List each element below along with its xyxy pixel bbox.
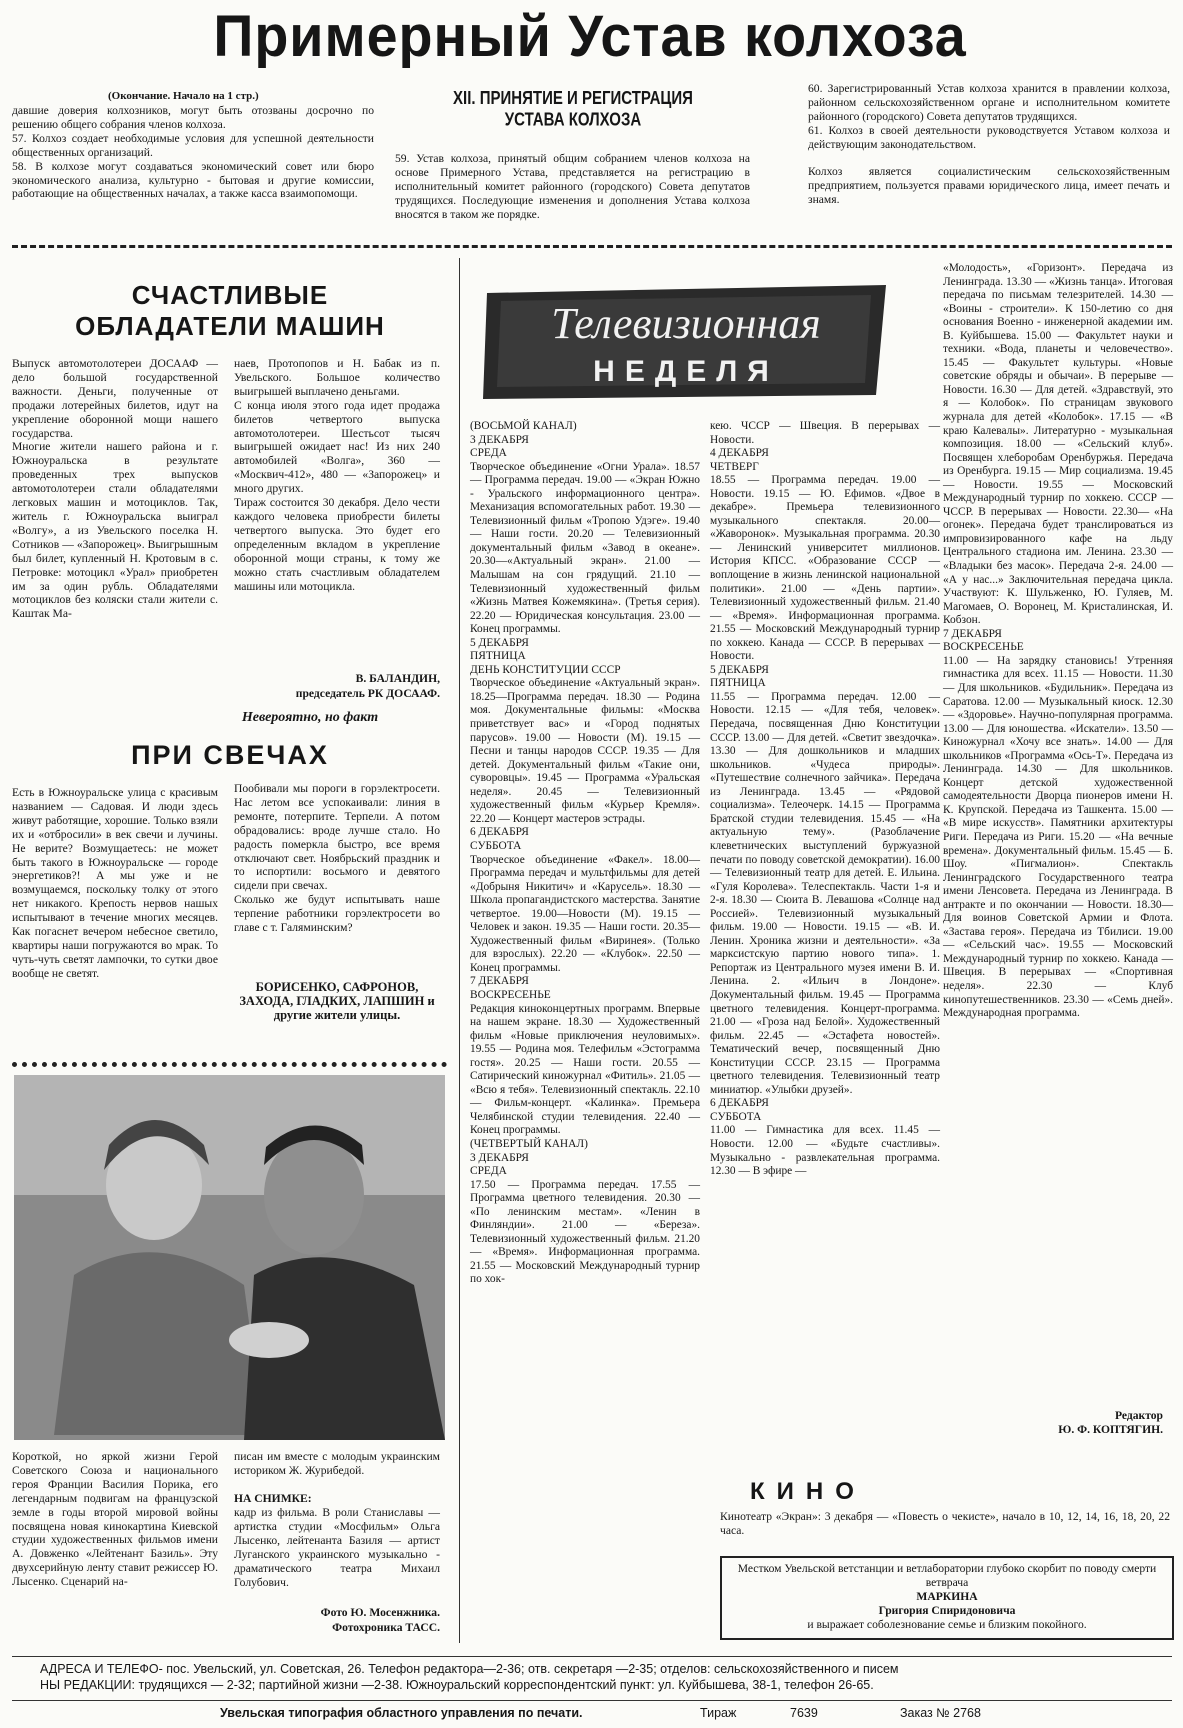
film-still-illustration <box>14 1075 445 1440</box>
candles-headline: ПРИ СВЕЧАХ <box>131 740 329 770</box>
on-picture-label: НА СНИМКЕ: <box>234 1492 312 1505</box>
kino-text: Кинотеатр «Экран»: 3 декабря — «Повесть о чекисте», начало в 10, 12, 14, 16, 18, 20, 22 часа. <box>720 1510 1170 1537</box>
obituary-box <box>720 1556 1174 1640</box>
tv-week-logo <box>481 283 892 401</box>
circulation-label: Тираж <box>700 1706 737 1720</box>
footer-address-line-2: НЫ РЕДАКЦИИ: трудящихся — 2-32; партийной жизни —2-38. Южноуральский корреспондентский пункт: ул. Куйбышева, 38-1, телефон 26-65. <box>40 1678 874 1692</box>
lottery-column-2: наев, Протопопов и Н. Бабак из п. Увельского. Большое количество выигрышей выплачено деньгами. С конца июля этого года идет продажа билетов четвертого выпуска автомотолотереи. Шестьсот тысяч выигрышей ожидает нас! Из них 240 автомобилей «Волга», 360 — «Москвич-412», 480 — «Запорожец» и много других. Тираж состоится 30 декабря. Дело чести каждого человека приобрести билеты четвертого выпуска. Это будет его определенным вкладом в укрепление оборонной мощи страны, к тому же можно стать счастливым обладателем машины или мотоцикла. <box>234 357 440 593</box>
circulation-value: 7639 <box>790 1706 818 1720</box>
editor-label: Редактор <box>1114 1409 1163 1422</box>
lottery-headline: СЧАСТЛИВЫЕ ОБЛАДАТЕЛИ МАШИН <box>75 280 385 341</box>
kino-title: КИНО <box>750 1478 866 1505</box>
printer-line: Увельская типография областного управления по печати. <box>220 1706 583 1720</box>
tv-column-2: кею. ЧССР — Швеция. В перерывах — Новости. 4 ДЕКАБРЯ ЧЕТВЕРГ 18.55 — Программа передач. 19.00 — Новости. 19.15 — Ю. Ефимов. «Двое в декабре». Премьера телевизионного музыкального спектакля. 20.00— «Жаворонок». Музыкальная программа. 20.30 — Ленинский университет миллионов. История КПСС. «Образование СССР — воплощение в жизнь ленинской национальной политики». 21.00 — «День партии». Телевизионный художественный фильм. 21.40 — «Время». Информационная программа. 21.55 — Московский Международный турнир по хоккею. Канада — СССР. В перерывах — Новости. 5 ДЕКАБРЯ ПЯТНИЦА 11.55 — Программа передач. 12.00 — Новости. 12.15 — «Для тебя, человек». Передача, посвященная Дню Конституции СССР. 13.00 — Для детей. «Светит звездочка». 13.30 — Для дошкольников и младших школьников. «Чудеса природы». «Путешествие солнечного зайчика». Передача из Ленинграда. 13.45 — «Рядовой социализма». Телеочерк. 14.15 — Программа Братской студии телевидения. 15.45 — «На актуальную тему». (Разоблачение клеветнических выступлений буржуазной печати по поводу советской демократии). 16.00 — Телевизионный театр для детей. Е. Ильина. «Гуля Королева». Телеспектакль. Части 1-я и 2-я. 18.30 — Сюита В. Левашова «Солнце над Россией». Телевизионный музыкальный фильм. 19.00 — Новости. 19.15 — «В. И. Ленин. Хроника жизни и деятельности». «За марксистскую партию нового типа». 1. Репортаж из Центрального музея имени В. И. Ленина. 2. «Ильич в Лондоне». Документальный фильм. 19.45 — Программа цветного телевидения. Концерт-программа. 21.00 — «Гроза над Белой». Художественный фильм. 22.45 — «Эстафета новостей». Тематический вечер, посвященный Дню Конституции СССР. 23.15 — Программа цветного телевидения. Телевизионный театр миниатюр. «Улыбки друзей». 6 ДЕКАБРЯ СУББОТА 11.00 — Гимнастика для всех. 11.45 — Новости. 12.00 — «Будьте счастливы». Музыкально - развлекательная программа. 12.30 — В эфире — <box>710 420 940 1178</box>
footer-rule-top <box>12 1656 1172 1657</box>
candles-column-1: Есть в Южноуральске улица с красивым названием — Садовая. И люди здесь живут работящие, хорошие. Только взяли их и «отбросили» в век свечи и лучины. Не верите? Возмущаетесь: не может быть такого в Южноуральске — городе энергетиков?! А мы уже и не возмущаемся, поскольку толку от этого нет никакого. Крепость нервов нашых испытывают в течение многих месяцев. Как погаснет вечером небесное светило, квартиры наши погружаются во мрак. То чуть-чуть светят лампочки, то сутки двое вообще не светят. <box>12 786 218 980</box>
tv-column-1: (ВОСЬМОЙ КАНАЛ) 3 ДЕКАБРЯ СРЕДА Творческое объединение «Огни Урала». 18.57 — Программа передач. 19.00 — «Экран Южно - Уральского информационного центра». Механизация вспомогательных работ. 19.30 — Телевизионный фильм «Тропою Удэге». 19.40 — Наши гости. 20.20 — Телевизионный документальный фильм «Завод в океане». 20.30—«Актуальный экран». 21.00 — Малышам на сон грядущий. 21.10 — Телевизионный художественный фильм «Жизнь Матвея Кожемякина». (Третья серия). 22.20 — Юридическая консультация. 23.00 — Конец программы. 5 ДЕКАБРЯ ПЯТНИЦА ДЕНЬ КОНСТИТУЦИИ СССР Творческое объединение «Актуальный экран». 18.25—Программа передач. 18.30 — Родина моя. Документальные фильмы: «Москва приветствует вас» и «Город поднятых парусов». 19.00 — Новости (М). 19.15 — Песни и танцы народов СССР. 19.35 — Для детей. Документальный фильм «Такие они, суворовцы». 19.45 — Программа «Уральская неделя». 20.45 — Телевизионный художественный фильм «Курьер Кремля». 22.20 — Концерт мастеров эстрады. 6 ДЕКАБРЯ СУББОТА Творческое объединение «Факел». 18.00—Программа передач и мультфильмы для детей «Добрыня Никитич» и «Карусель». 18.30 — Школа пропагандистского мастерства. Занятие четвертое. 19.00—Новости (М). 19.15 — Человек и закон. 19.35 — Наши гости. 20.35— Художественный фильм «Виринея». (Только для взрослых). 22.20 — «Клубок». 22.50 — Конец программы. 7 ДЕКАБРЯ ВОСКРЕСЕНЬЕ Редакция киноконцертных программ. Впервые на нашем экране. 18.30 — Художественный фильм «Новые приключения неуловимых». 19.55 — Родина моя. Телефильм «Эстограмма гостя». 20.25 — Наши гости. 20.55 — Сатирический киножурнал «Фитиль». 21.05 — «Всю я тебя». Телевизионный спектакль. 22.10 — Фильм-концерт. «Калинка». Премьера Челябинской студии телевидения. 22.40 — Конец программы. (ЧЕТВЕРТЫЙ КАНАЛ) 3 ДЕКАБРЯ СРЕДА 17.50 — Программа передач. 17.55 — Программа цветного телевидения. 20.30 — «По ленинским местам». «Ленин в Финляндии». 21.00 — «Береза». Телевизионный художественный фильм. 21.20 — «Время». Информационная программа. 21.55 — Московский Международный турнир по хок- <box>470 420 700 1286</box>
obituary-line-1: Местком Увельской ветстанции и ветлаборатории глубоко скорбит по поводу смерти ветврача <box>737 1562 1157 1589</box>
tv-column-3: «Молодость», «Горизонт». Передача из Ленинграда. 13.30 — «Жизнь танца». Итоговая передача по письмам телезрителей. 14.30 — «Воины - строители». К 150-летию со дня основания Военно - инженерной академии им. В. Куйбышева. 15.00 — Факультет науки и техники. «Вода, планеты и человечество». 15.45 — Факультет культуры. «Новые советские обряды и обычаи». В перерыве — Новости. 16.30 — Для детей. «Здравствуй, это я — Колобок». По страницам звукового журнала для детей «Колобок». 17.15 — «В краю Калевалы». Литературно - музыкальная композиция. 18.00 — «Сельский клуб». Посвящен хлеборобам Оренбуржья. Передача из Оренбурга. 19.15 — Мир социализма. 19.45 — Новости. 19.55 — Московский Международный турнир по хоккею. СССР — ЧССР. В перерывах — Новости. 22.30— «На огонек». Передача будет транслироваться из импровизированного кафе на льду Центрального стадиона им. Ленина. 23.30 — «Владыки без масок». Передача 2-я. 24.00 — «А у нас...» Заключительная передача цикла. Участвуют: К. Шульженко, Ю. Гуляев, М. Магомаев, О. Воронец, М. Кристалинская, И. Кобзон. 7 ДЕКАБРЯ ВОСКРЕСЕНЬЕ 11.00 — На зарядку становись! Утренняя гимнастика для всех. 11.15 — Новости. 11.30 — Для школьников. «Будильник». Передача из Саратова. 12.00 — Музыкальный киоск. 12.30 — «Здоровье». Научно-популярная программа. 13.00 — Для юношества. «Искатели». 13.50 — Киножурнал «Хочу все знать». 14.00 — Для школьников «Программа «Ось-Т». Передача из Ленинграда. 14.30 — Для школьников. Концерт детской художественной самодеятельности Дворца пионеров имени Н. К. Крупской. Передача из Ташкента. 15.00 — «В мире искусств». Памятники архитектуры Риги. Передача из Риги. 15.20 — «На вечные времена». Документальный фильм. 15.45 — Б. Шоу. «Пигмалион». Спектакль Ленинградского Государственного театра имени Ленсовета. Передача из Ленинграда. В антракте и по окончании — Новости. 18.30— Для воинов Советской Армии и Флота. «Застава героя». Передача из Тбилиси. 19.00 — «Сельский час». 19.55 — Московский Международный турнир по хоккею. Канада — Швеция. В перерывах — «Спортивная неделя». 22.30 — Клуб кинопутешественников. 23.30 — «Семь дней». Международная программа. <box>943 262 1173 1020</box>
lottery-signature-name: В. БАЛАНДИН, <box>355 672 440 685</box>
photo-divider <box>12 1062 447 1067</box>
obituary-name: Григория Спиридоновича <box>878 1603 1016 1617</box>
charter-column-2: 59. Устав колхоза, принятый общим собранием членов колхоза на основе Примерного Устава, представляется на регистрацию в исполнительный комитет районного (городского) Совета депутатов трудящихся. Последующие изменения и дополнения Устава колхоза вносятся в таком же порядке. <box>395 152 750 221</box>
charter-column-1: давшие доверия колхозников, могут быть отозваны досрочно по решению общего собрания членов колхоза. 57. Колхоз создает необходимые условия для успешной деятельности общественных организаций. 58. В колхозе могут создаваться экономический совет или бюро экономического анализа, культурно - бытовая и другие комиссии, работающие на общественных началах, а также касса взаимопомощи. <box>12 104 374 201</box>
tv-logo-line-2: НЕДЕЛЯ <box>593 355 779 388</box>
order-number: Заказ № 2768 <box>900 1706 981 1720</box>
candles-column-2: Пообивали мы пороги в горэлектросети. Нас летом все успокаивали: линия в ремонте, потерпите. Терпели. А потом обрадовались: вроде лучше стало. Но радость померкла быстро, все время отключают свет. Ноябрьский праздник и то испортили: восьмого и девятого сидели при свечах. Сколько же будут испытывать наше терпение работники горэлектросети во главе с т. Галяминским? <box>234 782 440 935</box>
charter-section-title: XII. ПРИНЯТИЕ И РЕГИСТРАЦИЯ УСТАВА КОЛХОЗА <box>453 87 693 131</box>
lottery-signature-title: председатель РК ДОСААФ. <box>295 687 440 700</box>
caption-column-2b: кадр из фильма. В роли Станиславы — артистка студии «Мосфильм» Ольга Лысенко, лейтенанта Базиля — артист Луганского украинского музыкально - драматического театра Михаил Голубович. <box>234 1506 440 1589</box>
editor-name: Ю. Ф. КОПТЯГИН. <box>1058 1423 1163 1436</box>
candles-signers: БОРИСЕНКО, САФРОНОВ, ЗАХОДА, ГЛАДКИХ, ЛАПШИН и другие жители улицы. <box>239 980 435 1022</box>
caption-column-1: Короткой, но яркой жизни Герой Советского Союза и национального героя Франции Василия Порика, его легендарным подвигам на французской земле в годы второй мировой войны посвящена новая кинокартина Киевской студии художественных фильмов имени А. Довженко «Лейтенант Базиль». Эту двухсерийную ленту ставит режиссер Ю. Лысенко. Сценарий на- <box>12 1450 218 1589</box>
obituary-line-2: и выражает соболезнование семье и близким покойного. <box>807 1617 1087 1631</box>
caption-column-2: писан им вместе с молодым украинским историком Ж. Журибедой. <box>234 1450 440 1477</box>
footer-rule-bottom <box>12 1700 1172 1701</box>
photo-credit: Фото Ю. Мосенжника. <box>320 1606 440 1619</box>
charter-column-3: 60. Зарегистрированный Устав колхоза хранится в правлении колхоза, районном сельскохозяйственном органе и исполнительном комитете районного (городского) Совета депутатов трудящихся. 61. Колхоз в своей деятельности руководствуется Уставом колхоза и действующим законодательством. Колхоз является социалистическим сельскохозяйственным предприятием, пользуется правами юридического лица, имеет печать и знамя. <box>808 82 1170 207</box>
candles-rubric: Невероятно, но факт <box>241 710 379 725</box>
tv-logo-line-1: Телевизионная <box>551 299 821 348</box>
tv-logo-graphic <box>481 283 892 401</box>
footer-address-line-1: АДРЕСА И ТЕЛЕФО- пос. Увельский, ул. Советская, 26. Телефон редактора—2-36; отв. секретаря —2-35; отделов: сельскохозяйственного и писем <box>40 1662 899 1676</box>
page-title: Примерный Устав колхоза <box>213 4 967 69</box>
photo-agency: Фотохроника ТАСС. <box>332 1621 440 1634</box>
continuation-note: (Окончание. Начало на 1 стр.) <box>108 90 259 102</box>
lottery-column-1: Выпуск автомотолотереи ДОСААФ — дело большой государственной важности. Деньги, полученные от продажи лотерейных билетов, идут на укрепление оборонной мощи нашего государства. Многие жители нашего района и г. Южноуральска в результате проведенных трех выпусков автомотолотереи стали обладателями легковых машин и мотоциклов. Так, житель г. Южноуральска выиграл «Волгу», а из Увельского поселка Н. Сотников — «Запорожец». Выигрышным был билет, купленный Н. Кротовым в с. Петровке: мотоцикл «Урал» приобретен им за один рубль. Обладателями мотоциклов без коляски стали жители с. Каштак Ма- <box>12 357 218 621</box>
column-rule <box>459 258 460 1643</box>
obituary-surname: МАРКИНА <box>916 1589 978 1603</box>
section-divider <box>12 245 1172 248</box>
film-still-photo <box>14 1075 445 1440</box>
